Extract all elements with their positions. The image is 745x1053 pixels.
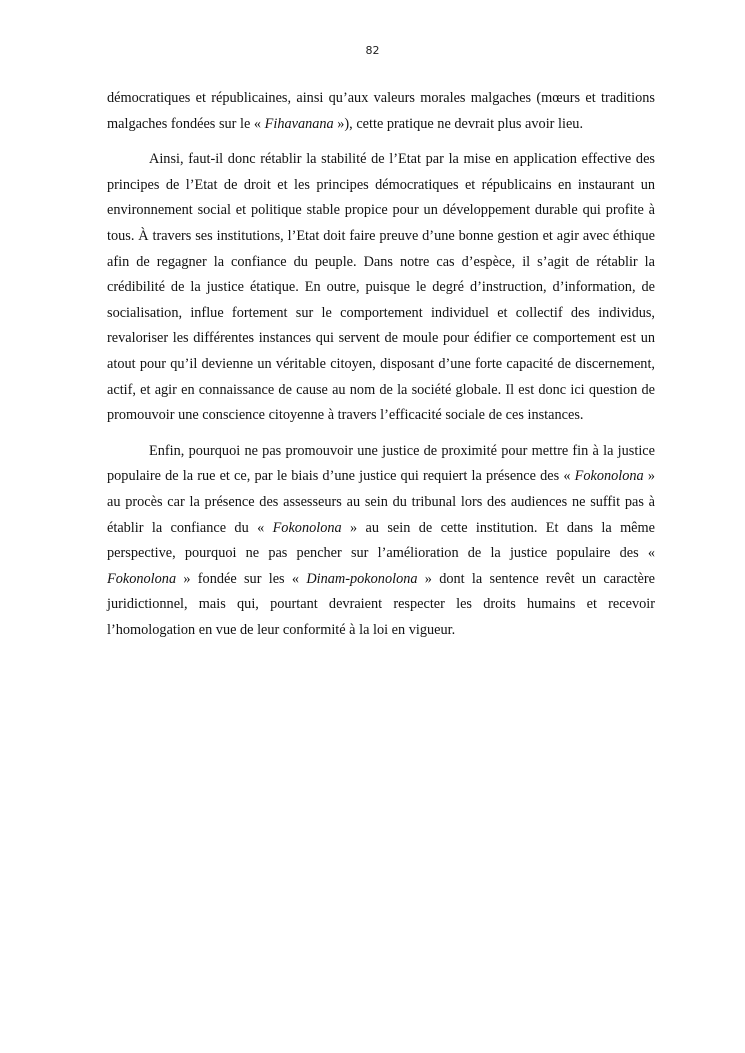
text-segment: » dont la sentence revêt un caractère juridictionnel, mais qui, pourtant devraient respecter les droits humains et recevoir l’homologation en vue de leur conformité à la loi en vigueur.: [107, 570, 656, 638]
text-segment: » au procès car la présence des assesseurs au sein du tribunal lors des audiences ne suffit pas à établir la confiance du «: [107, 468, 655, 536]
text-segment: »), cette pratique ne devrait plus avoir lieu.: [333, 115, 584, 132]
text-segment: démocratiques et républicaines, ainsi qu’aux valeurs morales malgaches (mœurs et traditions malgaches fondées sur le «: [107, 90, 655, 132]
text-segment: Enfin, pourquoi ne pas promouvoir une justice de proximité pour mettre fin à la justice populaire de la rue et ce, par le biais d’une justice qui requiert la présence des «: [107, 442, 655, 485]
italic-term: Fokonolona: [574, 468, 644, 485]
paragraph: [107, 86, 655, 137]
italic-term: Fihavanana: [264, 115, 334, 132]
italic-term: Fokonolona: [272, 519, 342, 536]
text-segment: » fondée sur les «: [176, 570, 307, 587]
italic-term: Fokonolona: [107, 570, 177, 587]
paragraph: [107, 439, 655, 644]
document-body: [107, 86, 655, 653]
italic-term: Dinam-pokonolona: [306, 570, 418, 587]
paragraph: [107, 147, 655, 429]
text-segment: » au sein de cette institution. Et dans la même perspective, pourquoi ne pas pencher sur l’amélioration de la justice populaire des «: [107, 519, 655, 562]
text-segment: Ainsi, faut-il donc rétablir la stabilité de l’Etat par la mise en application effective des principes de l’Etat de droit et les principes démocratiques et républicains en instaurant un environnement social et politique stable propice pour un développement durable qui profite à tous. À travers ses institutions, l’Etat doit faire preuve d’une bonne gestion et agir avec éthique afin de regagner la confiance du peuple. Dans notre cas d’espèce, il s’agit de rétablir la crédibilité de la justice étatique. En outre, puisque le degré d’instruction, d’information, de socialisation, influe fortement sur le comportement individuel et collectif des individus, revaloriser les différentes instances qui servent de moule pour édifier ce comportement est un atout pour qu’il devienne un véritable citoyen, disposant d’une forte capacité de discernement, actif, et agir en connaissance de cause au nom de la société globale. Il est donc ici question de promouvoir une conscience citoyenne à travers l’efficacité sociale de ces instances.: [107, 151, 655, 424]
page-number: 82: [365, 44, 380, 57]
